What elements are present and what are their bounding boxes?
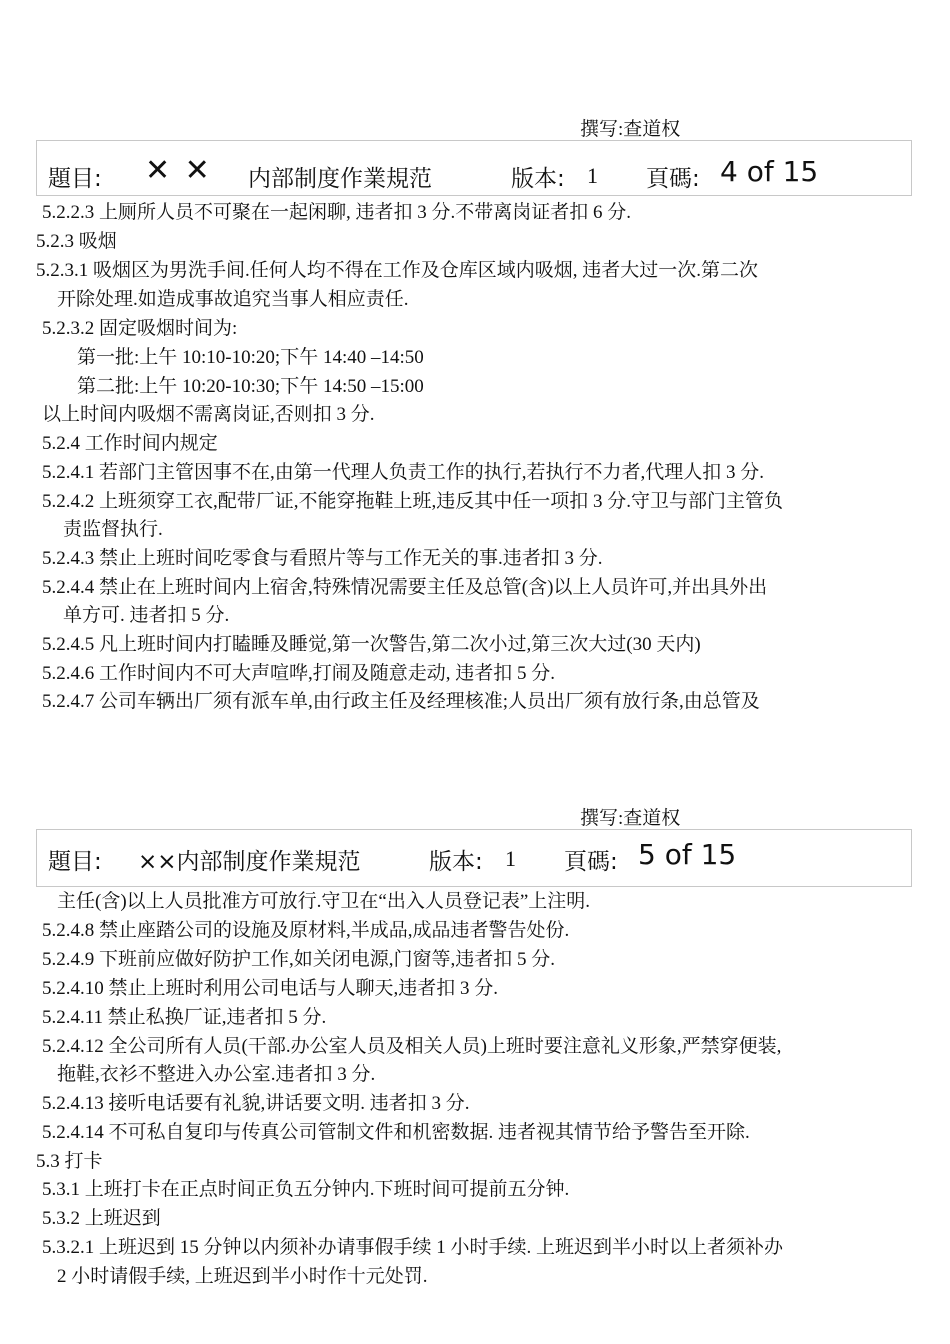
body-line: 5.2.4.12 全公司所有人员(干部.办公室人员及相关人员)上班时要注意礼义形象,严禁穿便装,	[42, 1036, 782, 1057]
title-label: 題目:	[48, 849, 102, 875]
body-line: 5.2.3.2 固定吸烟时间为:	[42, 318, 238, 339]
section-heading: 5.2.3 吸烟	[36, 231, 117, 252]
section-heading: 5.3.2 上班迟到	[42, 1208, 161, 1229]
title-text: ××内部制度作業規范	[138, 849, 361, 875]
body-line: 5.2.4.7 公司车辆出厂须有派车单,由行政主任及经理核准;人员出厂须有放行条,由总管及	[42, 691, 760, 712]
title-label: 題目:	[48, 166, 102, 192]
author-line: 撰写:查道权	[580, 808, 681, 829]
body-line: 开除处理.如造成事故追究当事人相应责任.	[57, 289, 409, 310]
title-text: 内部制度作業規范	[248, 166, 432, 192]
version-value: 1	[587, 163, 598, 188]
version-value: 1	[505, 846, 516, 871]
body-line: 5.2.4.9 下班前应做好防护工作,如关闭电源,门窗等,违者扣 5 分.	[42, 949, 556, 970]
body-line: 以上时间内吸烟不需离岗证,否则扣 3 分.	[42, 404, 375, 425]
body-line: 5.2.4.10 禁止上班时利用公司电话与人聊天,违者扣 3 分.	[42, 978, 499, 999]
body-line: 单方可. 违者扣 5 分.	[63, 605, 230, 626]
page-number: 5 of 15	[638, 838, 737, 871]
body-line: 拖鞋,衣衫不整进入办公室.违者扣 3 分.	[57, 1064, 376, 1085]
body-line: 5.3.1 上班打卡在正点时间正负五分钟内.下班时间可提前五分钟.	[42, 1179, 570, 1200]
body-line: 主任(含)以上人员批准方可放行.守卫在“出入人员登记表”上注明.	[57, 891, 591, 912]
author-line: 撰写:查道权	[580, 119, 681, 140]
body-line: 5.2.4.5 凡上班时间内打瞌睡及睡觉,第一次警告,第二次小过,第三次大过(30 天内)	[42, 634, 701, 655]
page-number: 4 of 15	[720, 155, 819, 188]
body-line: 5.2.2.3 上厕所人员不可聚在一起闲聊, 违者扣 3 分.不带离岗证者扣 6 分.	[42, 202, 632, 223]
header-box	[36, 829, 912, 887]
version-label: 版本:	[511, 166, 565, 192]
body-line: 第二批:上午 10:20-10:30;下午 14:50 –15:00	[77, 376, 424, 397]
body-line: 5.2.4.3 禁止上班时间吃零食与看照片等与工作无关的事.违者扣 3 分.	[42, 548, 603, 569]
body-line: 5.2.4.1 若部门主管因事不在,由第一代理人负责工作的执行,若执行不力者,代理人扣 3 分.	[42, 462, 765, 483]
body-line: 2 小时请假手续, 上班迟到半小时作十元处罚.	[57, 1266, 428, 1287]
body-line: 5.2.3.1 吸烟区为男洗手间.任何人均不得在工作及仓库区域内吸烟, 违者大过一次.第二次	[36, 260, 759, 281]
body-line: 5.3.2.1 上班迟到 15 分钟以内须补办请事假手续 1 小时手续. 上班迟到半小时以上者须补办	[42, 1237, 784, 1258]
title-mark: ✕ ✕	[145, 153, 212, 188]
body-line: 责监督执行.	[63, 519, 163, 540]
body-line: 第一批:上午 10:10-10:20;下午 14:40 –14:50	[77, 347, 424, 368]
body-line: 5.2.4.4 禁止在上班时间内上宿舍,特殊情况需要主任及总管(含)以上人员许可,并出具外出	[42, 577, 768, 598]
version-label: 版本:	[429, 849, 483, 875]
body-line: 5.2.4.8 禁止座踏公司的设施及原材料,半成品,成品违者警告处份.	[42, 920, 570, 941]
body-line: 5.2.4.13 接听电话要有礼貌,讲话要文明. 违者扣 3 分.	[42, 1093, 470, 1114]
body-line: 5.2.4.11 禁止私换厂证,违者扣 5 分.	[42, 1007, 327, 1028]
body-line: 5.2.4.2 上班须穿工衣,配带厂证,不能穿拖鞋上班,违反其中任一项扣 3 分.守卫与部门主管负	[42, 491, 784, 512]
section-heading: 5.2.4 工作时间内规定	[42, 433, 218, 454]
page-label: 頁碼:	[646, 166, 700, 192]
page-label: 頁碼:	[564, 849, 618, 875]
body-line: 5.2.4.14 不可私自复印与传真公司管制文件和机密数据. 违者视其情节给予警告至开除.	[42, 1122, 750, 1143]
body-line: 5.2.4.6 工作时间内不可大声喧哗,打闹及随意走动, 违者扣 5 分.	[42, 663, 556, 684]
section-heading: 5.3 打卡	[36, 1151, 103, 1172]
